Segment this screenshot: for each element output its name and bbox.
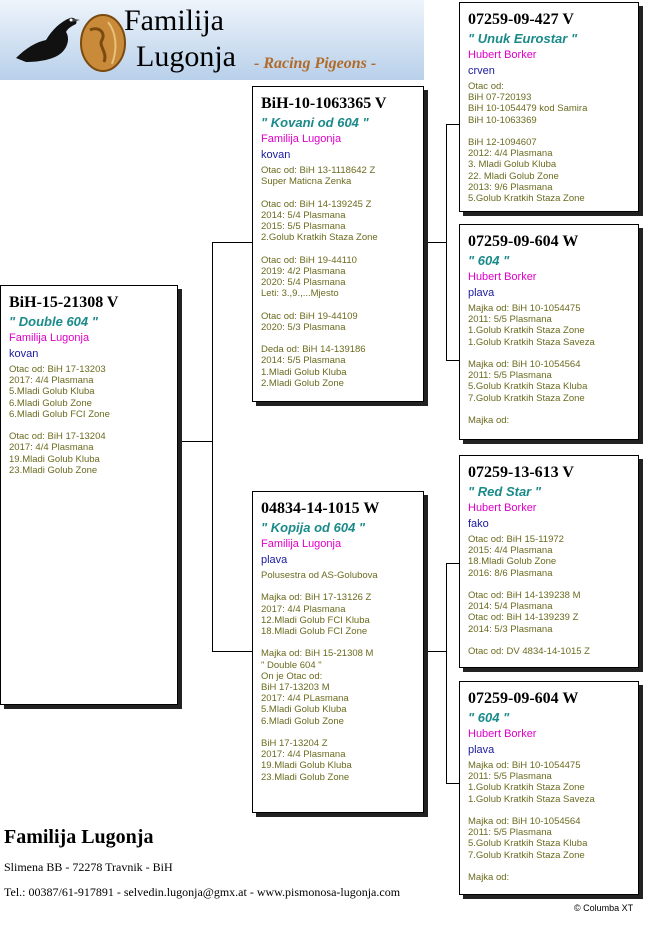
color-label: kovan bbox=[261, 149, 291, 161]
header-banner bbox=[0, 0, 424, 80]
subject-card bbox=[0, 285, 178, 705]
brand-line-1: Familija bbox=[124, 4, 224, 37]
performance-notes: Otac od: BiH 13-1118642 Z Super Maticna Zenka Otac od: BiH 14-139245 Z 2014: 5/4 Plasmana 2015: 5/5 Plasmana 2.Golub Kratkih Staza Zone Otac od: BiH 19-44110 2019: 4/2 Plasmana 2020: 5/4 Plasmana Leti: 3.,9.,...Mjesto Otac od: BiH 19-44109 2020: 5/3 Plasmana Deda od: BiH 14-139186 2014: 5/5 Plasmana 1.Mladi Golub Kluba 2.Mladi Golub Zone bbox=[261, 165, 378, 389]
performance-notes: Majka od: BiH 10-1054475 2011: 5/5 Plasmana 1.Golub Kratkih Staza Zone 1.Golub Kratkih Staza Saveza Majka od: BiH 10-1054564 2011: 5/5 Plasmana 5.Golub Kratkih Staza Kluba 7.Golub Kratkih Staza Zone Majka od: bbox=[468, 760, 595, 884]
breeder: Hubert Borker bbox=[468, 271, 537, 283]
performance-notes: Otac od: BiH 17-13203 2017: 4/4 Plasmana 5.Mladi Golub Kluba 6.Mladi Golub Zone 6.Mladi Golub FCI Zone Otac od: BiH 17-13204 2017: 4/4 Plasmana 19.Mladi Golub Kluba 23.Mladi Golub Zone bbox=[9, 364, 110, 476]
ring-number: 04834-14-1015 W bbox=[261, 500, 380, 517]
brand-line-2: Lugonja bbox=[136, 40, 236, 73]
connector bbox=[424, 242, 447, 243]
connector bbox=[212, 242, 213, 651]
performance-notes: Polusestra od AS-Golubova Majka od: BiH 17-13126 Z 2017: 4/4 Plasmana 12.Mladi Golub FCI Kluba 18.Mladi Golub FCI Zone Majka od: BiH 15-21308 M " Double 604 " On je Otac od: BiH 17-13203 M 2017: 4/4 PLasmana 5.Mladi Golub Kluba 6.Mladi Golub Zone BiH 17-13204 Z 2017: 4/4 Plasmana 19.Mladi Golub Kluba 23.Mladi Golub Zone bbox=[261, 570, 378, 783]
dam-dam-card bbox=[459, 681, 639, 895]
ring-number: 07259-09-427 V bbox=[468, 11, 574, 28]
dam-sire-card bbox=[459, 455, 639, 668]
sire-dam-card bbox=[459, 224, 639, 440]
sire-sire-card bbox=[459, 2, 639, 212]
globe-logo-icon bbox=[78, 12, 128, 74]
ring-number: 07259-09-604 W bbox=[468, 690, 579, 707]
ring-number: 07259-09-604 W bbox=[468, 233, 579, 250]
color-label: plava bbox=[468, 744, 495, 756]
ring-number: 07259-13-613 V bbox=[468, 464, 574, 481]
connector bbox=[446, 360, 459, 361]
color-label: plava bbox=[261, 554, 288, 566]
ring-number: BiH-10-1063365 V bbox=[261, 95, 387, 112]
tagline: - Racing Pigeons - bbox=[254, 55, 377, 72]
color-label: plava bbox=[468, 287, 495, 299]
color-label: crven bbox=[468, 65, 495, 77]
footer-contact: Tel.: 00387/61-917891 - selvedin.lugonja@gmx.at - www.pismonosa-lugonja.com bbox=[4, 885, 401, 899]
pigeon-name: " Kopija od 604 " bbox=[261, 520, 366, 535]
breeder: Familija Lugonja bbox=[261, 133, 342, 145]
dam-card bbox=[252, 491, 424, 813]
connector bbox=[424, 651, 447, 652]
copyright: © Columba XT bbox=[574, 903, 634, 913]
connector bbox=[446, 124, 459, 125]
connector bbox=[212, 242, 252, 243]
footer-address: Slimena BB - 72278 Travnik - BiH bbox=[4, 860, 173, 874]
pigeon-name: " Unuk Eurostar " bbox=[468, 31, 578, 46]
footer-title: Familija Lugonja bbox=[4, 826, 154, 848]
breeder: Familija Lugonja bbox=[261, 538, 342, 550]
pigeon-name: " Red Star " bbox=[468, 484, 542, 499]
connector bbox=[446, 783, 459, 784]
pigeon-name: " 604 " bbox=[468, 253, 510, 268]
breeder: Hubert Borker bbox=[468, 502, 537, 514]
pigeon-logo-icon bbox=[12, 8, 82, 68]
connector bbox=[212, 651, 252, 652]
breeder: Familija Lugonja bbox=[9, 332, 90, 344]
performance-notes: Otac od: BiH 15-11972 2015: 4/4 Plasmana 18.Mladi Golub Zone 2016: 8/6 Plasmana Otac od: BiH 14-139238 M 2014: 5/4 Plasmana Otac od: BiH 14-139239 Z 2014: 5/3 Plasmana Otac od: DV 4834-14-1015 Z bbox=[468, 534, 590, 658]
connector bbox=[446, 563, 447, 783]
pigeon-name: " Double 604 " bbox=[9, 314, 98, 329]
connector bbox=[178, 441, 213, 442]
color-label: fako bbox=[468, 518, 489, 530]
breeder: Hubert Borker bbox=[468, 49, 537, 61]
ring-number: BiH-15-21308 V bbox=[9, 294, 119, 311]
pigeon-name: " 604 " bbox=[468, 710, 510, 725]
pigeon-name: " Kovani od 604 " bbox=[261, 115, 369, 130]
performance-notes: Otac od: BiH 07-720193 BiH 10-1054479 kod Samira BiH 10-1063369 BiH 12-1094607 2012: 4/4 Plasmana 3. Mladi Golub Kluba 22. Mladi Golub Zone 2013: 9/6 Plasmana 5.Golub Kratkih Staza Zone bbox=[468, 81, 588, 205]
performance-notes: Majka od: BiH 10-1054475 2011: 5/5 Plasmana 1.Golub Kratkih Staza Zone 1.Golub Kratkih Staza Saveza Majka od: BiH 10-1054564 2011: 5/5 Plasmana 5.Golub Kratkih Staza Kluba 7.Golub Kratkih Staza Zone Majka od: bbox=[468, 303, 595, 427]
color-label: kovan bbox=[9, 348, 39, 360]
connector bbox=[446, 563, 459, 564]
sire-card bbox=[252, 86, 424, 402]
breeder: Hubert Borker bbox=[468, 728, 537, 740]
